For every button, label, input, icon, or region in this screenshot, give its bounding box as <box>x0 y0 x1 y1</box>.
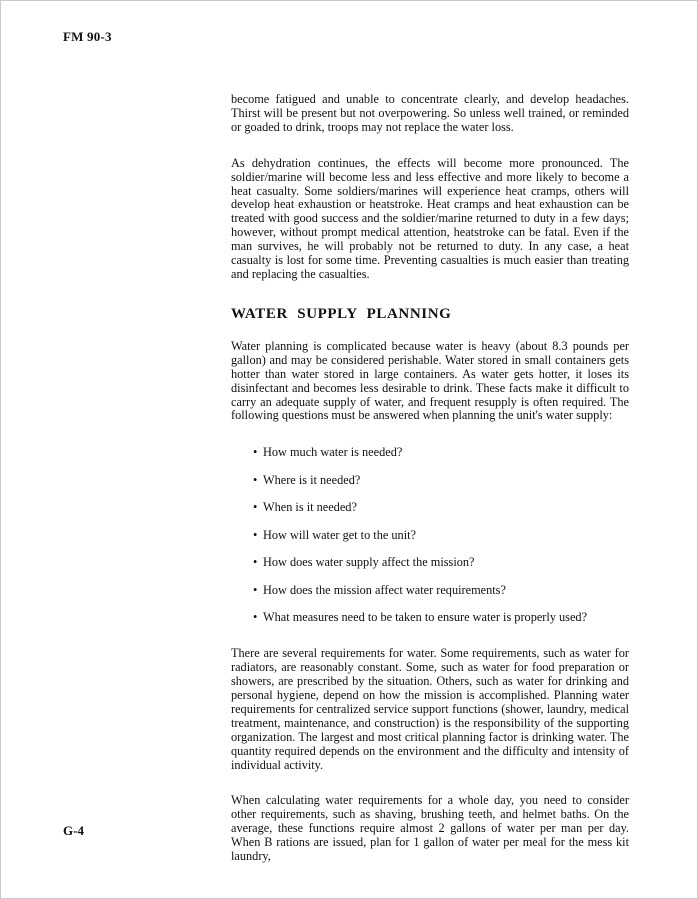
page-footer-page-number: G-4 <box>63 823 84 838</box>
page-header-manual-number: FM 90-3 <box>63 29 112 44</box>
list-item <box>253 555 629 570</box>
list-item <box>253 610 629 625</box>
paragraph-water-planning: Water planning is complicated because water is heavy (about 8.3 pounds per gallon) and may be considered perishable. Water stored in small containers gets hotter than water stored in large containers. As water gets hotter, it loses its disinfectant and becomes less desirable to drink. These facts make it difficult to carry an adequate supply of water, and frequent resupply is often required. The following questions must be answered when planning the unit's water supply: <box>231 338 629 423</box>
list-item <box>253 500 629 515</box>
section-heading-water-supply-planning: WATER SUPPLY PLANNING <box>231 305 452 322</box>
list-item <box>253 473 629 488</box>
list-item-text: How does the mission affect water requirements? <box>263 582 506 597</box>
bullet-icon: • <box>253 555 258 570</box>
list-item <box>253 528 629 543</box>
paragraph-calculating-requirements: When calculating water requirements for a whole day, you need to consider other requirements, such as shaving, brushing teeth, and helmet baths. On the average, these functions require almost 2 gallons of water per man per day. When B rations are issued, plan for 1 gallon of water per meal for the mess kit laundry, <box>231 793 629 864</box>
bullet-icon: • <box>253 582 258 597</box>
list-item-text: How much water is needed? <box>263 445 403 460</box>
list-item <box>253 583 629 598</box>
bullet-icon: • <box>253 500 258 515</box>
bullet-icon: • <box>253 472 258 487</box>
paragraph-water-requirements: There are several requirements for water. Some requirements, such as water for radiators, are reasonably constant. Some, such as water for food preparation or showers, are prescribed by the situation. Others, such as water for drinking and personal hygiene, depend on how the mission is accomplished. Planning water requirements for centralized service support functions (shower, laundry, medical treatment, maintenance, and construction) is the responsibility of the supporting organization. The largest and most critical planning factor is drinking water. The quantity required depends on the environment and the difficulty and intensity of individual activity. <box>231 646 629 772</box>
list-item <box>253 445 629 460</box>
page-body <box>231 93 629 886</box>
list-item-text: Where is it needed? <box>263 472 361 487</box>
bullet-icon: • <box>253 610 258 625</box>
planning-question-list <box>231 445 629 625</box>
list-item-text: How does water supply affect the mission? <box>263 555 475 570</box>
list-item-text: When is it needed? <box>263 500 357 515</box>
list-item-text: How will water get to the unit? <box>263 527 416 542</box>
bullet-icon: • <box>253 527 258 542</box>
list-item-text: What measures need to be taken to ensure water is properly used? <box>263 610 588 625</box>
bullet-icon: • <box>253 445 258 460</box>
paragraph-fatigue-continuation: become fatigued and unable to concentrate clearly, and develop headaches. Thirst will be present but not overpowering. So unless well trained, or reminded or goaded to drink, troops may not replace the water loss. <box>231 92 629 134</box>
paragraph-dehydration-effects: As dehydration continues, the effects will become more pronounced. The soldier/marine will become less and less effective and more likely to become a heat casualty. Some soldiers/marines will experience heat cramps, others will develop heat exhaustion or heatstroke. Heat cramps and heat exhaustion can be treated with good success and the soldier/marine returned to duty in a few days; however, without prompt medical attention, heatstroke can be fatal. Even if the man survives, he will probably not be returned to duty. In any case, a heat casualty is lost for some time. Preventing casualties is much easier than treating and replacing the casualties. <box>231 155 629 281</box>
